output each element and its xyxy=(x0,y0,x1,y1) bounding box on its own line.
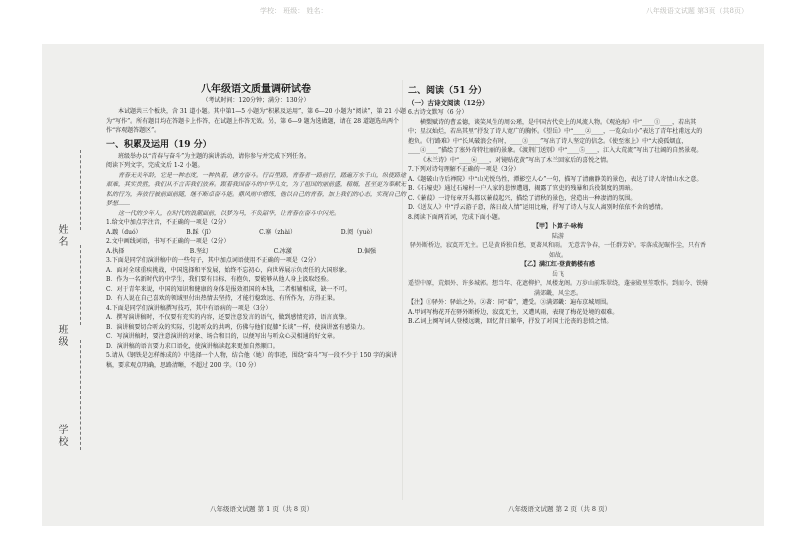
passage-para-1: 青春无关年龄，它是一种态度，一种执着，诸方奋斗。行百里路，青春者一路前行，踏遍万水千山，纵使路途艰难，其实贵胜，我们从不言苦我们放弃。跟着我国奋斗的中华儿女，为了祖国的丽前盛，精婿，甚至更为奉献无私的行为，奔放行被前面前随，继不断卓奋斗能。鼎风雨中磨练，他以自己的青春，加上我们的心态，实现自己的梦想…… xyxy=(106,171,407,207)
q1-option-d: D.阅（yuè） xyxy=(340,228,376,236)
q7-option-c: C.《蒹葭》一诗每章开头都以蒹葭起兴，描绘了清秋的景色，营造出一种凄清的氛围。 xyxy=(408,194,637,202)
q1-option-a: A.踱（duó） xyxy=(106,228,142,236)
exam-intro: 本试题共三个板块，含 31 道小题。其中第1—5 小题为“积累及运用”，第 6—20 小题为“阅读”，第 21 小题为“写作”。所有题目均在答题卡上作答，在试题上作答无效。另，第 6—9 题为选做题，请在 28 道题选出两个作“容观题答题区”。 xyxy=(106,108,406,134)
name-label: 姓名 xyxy=(56,224,67,248)
exam-title: 八年级语文质量调研试卷 xyxy=(201,84,311,95)
q3-option-d: D．有人说在自己喜欢的领域里付出热情去坚持，才能行稳致远、有所作为，方得正果。 xyxy=(106,295,339,302)
poem-a-author: 陆游 xyxy=(551,232,564,240)
section-1-heading: 一、积累及运用（19 分） xyxy=(106,139,212,150)
q4-option-a: A．撰写演讲稿时，不仅要有充实的内容，还要注意发言的语气，做到感情充沛，语言真挚。 xyxy=(106,314,351,321)
poem-a-title: 【甲】卜算子·咏梅 xyxy=(532,223,584,230)
q8-option-b: B.乙词上阕写词人登楼远眺，回忆昔日繁华，抒发了对国土沦丧的悲愤之情。 xyxy=(408,318,613,325)
poem-b-title: 【乙】满江红·登黄鹤楼有感 xyxy=(520,261,596,268)
q2-option-a: A.执择 xyxy=(106,247,125,255)
exam-subtitle: （考试时间：120分钟；满分：130分） xyxy=(202,97,310,104)
q3-option-a: A．面对全球重疾挑战，中国选择和平发展，始终不忘初心，向世界展示负责任的大国形象。 xyxy=(106,266,351,274)
q2-option-d: D.倔强 xyxy=(357,247,376,255)
binding-margin xyxy=(42,44,100,526)
subsection-1-heading: （一）古诗文阅读（12分） xyxy=(408,99,489,107)
passage-para-2: 这一代的少年人，在时代的浪潮面前，以梦为马，不负韶华，让青春在奋斗中闪光。 xyxy=(118,209,341,217)
name-line xyxy=(80,150,81,230)
school-line xyxy=(80,340,81,450)
q6-fill-text-2: 《木兰诗》中“____⑥____，对镜贴花黄”写出了木兰回家后的喜悦之情。 xyxy=(420,156,613,164)
question-4: 4.下面是同学们演讲稿撰写技巧，其中有语病的一项是（3分） xyxy=(106,304,272,312)
bleed-through-text-right: 八年级语文试题 第3页（共8页） xyxy=(645,7,748,15)
q4-option-b: B．演讲稿要切合听众的实际，引起听众的共鸣，仿佛与他们促膝“长谈”一样，使演讲富有感染力。 xyxy=(106,323,369,331)
q8-option-a: A.甲词写梅花开在驿外断桥边，寂寞无主，又遭风雨，表现了梅花处境的艰难。 xyxy=(408,308,619,316)
question-7: 7.下列对诗句理解不正确的一项是（3分） xyxy=(408,166,520,173)
section-2-heading: 二、阅读（51 分） xyxy=(408,86,487,96)
q3-option-b: B．作为一名新时代的中学生，我们要有目标、有抱负，要能够从他人身上汲取经验。 xyxy=(106,276,333,283)
poem-a-text: 驿外断桥边，寂寞开无主。已是黄昏独自愁，更著风和雨。 无意苦争春，一任群芳妒。零落成泥碾作尘，只有香如故。 xyxy=(410,242,706,259)
page-2-footer: 八年级语文试题 第 2 页（共 8 页） xyxy=(508,505,612,513)
q2-option-b: B.坚幻 xyxy=(189,247,209,255)
question-3: 3.下面是同学们演讲稿中的一些句子，其中加点词语使用不正确的一项是（2分） xyxy=(106,257,320,264)
q6-fill-text-1: 横槊赋诗的曹孟德，谈笑风生的周公瑾，是中国古代史上的风流人物。《观沧海》中“____①____，若出其中；星汉灿烂，若出其里”抒发了诗人宽广的胸怀。《望岳》中“____②____，一览众山小”表达了青年杜甫远大的抱负。《行路难》中“长风破浪会有时，____③____”写出了诗人坚定的信念。《使至塞上》中“大漠孤烟直，____④____”描绘了塞外奇特壮丽的景象。《渡荆门送别》中“____⑤____，江入大荒流”写出了壮阔的自然景观。 xyxy=(408,118,703,154)
page-2 xyxy=(408,84,708,327)
poem-b-text: 遥望中原，荒烟外、许多城郭。想当年、花遮柳护，凤楼龙阁。万岁山前珠翠绕，蓬壶殿里笙歌作。到而今、铁骑满郊畿，风尘恶。 xyxy=(408,280,709,297)
class-label: 班级 xyxy=(56,324,67,348)
question-6: 6.古诗文默写（6 分） xyxy=(408,109,468,116)
question-5: 5.请从《钢铁是怎样炼成的》中选择一个人物，结合他（她）的事迹，围绕“奋斗”写一段不少于 150 字的演讲稿，要求观点明确，思路清晰，不超过 200 字。（10 分） xyxy=(106,352,398,369)
question-2-options xyxy=(106,247,406,257)
question-8: 8.阅读下面两首词，完成下面小题。 xyxy=(408,213,504,221)
q1-option-c: C.寨（zhài） xyxy=(259,228,296,236)
question-2: 2.文中画线词语，书写不正确的一项是（2分） xyxy=(106,238,230,245)
q2-option-c: C.冰激 xyxy=(273,247,292,255)
page-1 xyxy=(106,84,406,370)
read-lead: 阅读下列文字，完成文后 1-2 小题。 xyxy=(106,162,204,169)
page-1-footer: 八年级语文试题 第 1 页（共 8 页） xyxy=(210,505,314,513)
question-1-options xyxy=(106,228,406,238)
q4-option-c: C．写演讲稿时，要注意演讲的对象、场合和目的，以便写出与听众心灵相通的好文章。 xyxy=(106,333,339,340)
q3-option-c: C．对于青年来说，中国的知识和健康的身体是报效祖国的本钱，二者相辅相成，缺一不可。 xyxy=(106,285,351,293)
q7-option-d: D.《送友人》中“浮云游子意，落日故人情”运用比喻，抒写了诗人与友人离别时依依不舍的感情。 xyxy=(408,204,667,211)
school-label: 学校 xyxy=(56,424,67,448)
bleed-through-text-left: 学校： 班级： 姓名： xyxy=(260,7,328,15)
class-line xyxy=(80,245,81,325)
task-lead: 班级举办以“青春与奋斗”为主题的演讲活动，请你参与并完成下列任务。 xyxy=(118,152,311,160)
poem-b-note: 【注】①驿外：驿站之外。②著：同“着”，遭受。③满郊畿：遍布京城周围。 xyxy=(408,299,613,306)
q7-option-a: A.《题破山寺后禅院》中“山光悦鸟性，潭影空人心”一句，描写了清幽静美的景色，表达了诗人寄情山水之意。 xyxy=(408,175,703,183)
q1-option-b: B.踩（jī） xyxy=(186,228,215,236)
question-1: 1.给文中加点字注音，不正确的一项是（2分） xyxy=(106,219,230,226)
q4-option-d: D．演讲稿的语言要力求口语化，使演讲稿读起来更加自然顺口。 xyxy=(106,342,279,350)
poem-b-author: 岳飞 xyxy=(551,270,564,278)
q7-option-b: B.《石壕吏》通过石壕村一户人家的悲惨遭遇，揭露了官吏的残暴和兵役制度的黑暗。 xyxy=(408,185,637,192)
